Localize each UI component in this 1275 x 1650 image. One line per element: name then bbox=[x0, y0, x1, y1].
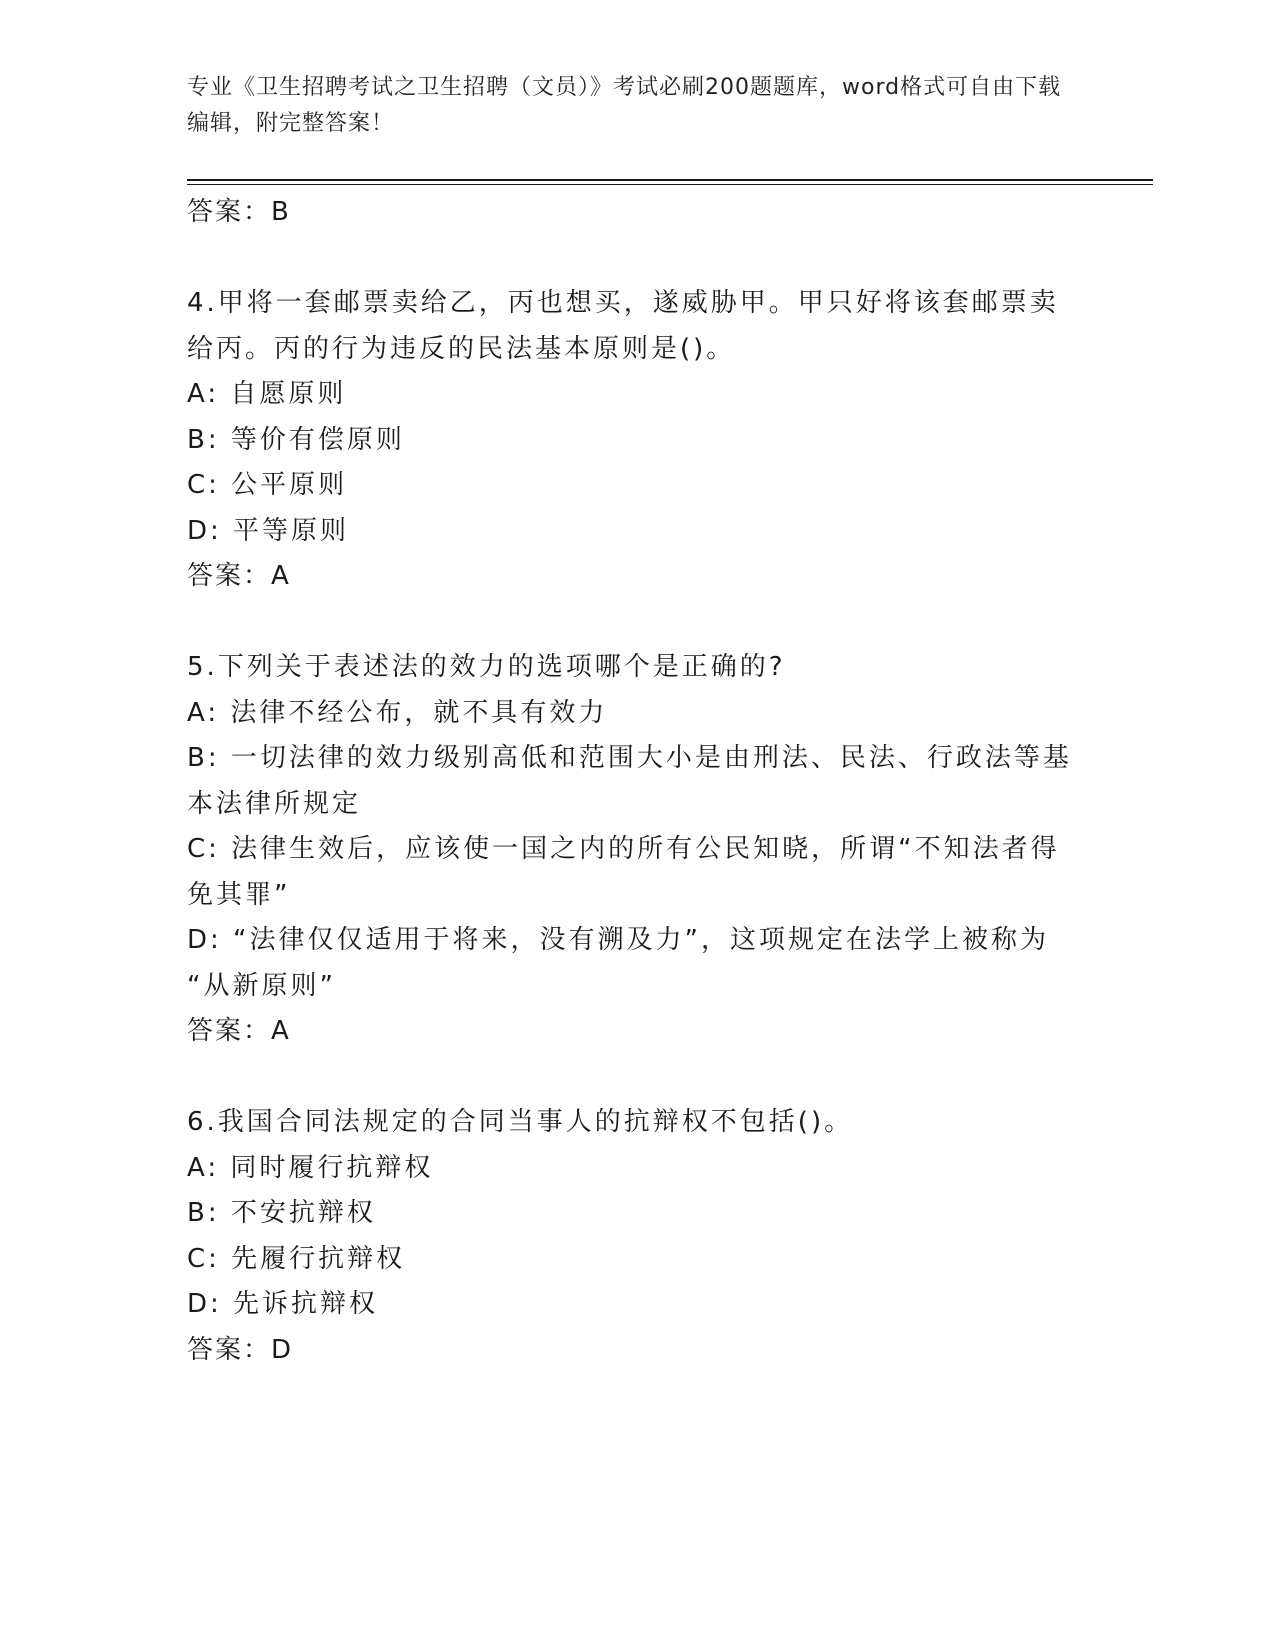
question-stem: 6.我国合同法规定的合同当事人的抗辩权不包括()。 bbox=[187, 1107, 854, 1137]
option-b-continued: 本法律所规定 bbox=[187, 788, 362, 819]
question-stem: 4.甲将一套邮票卖给乙，丙也想买，遂威胁甲。甲只好将该套邮票卖 bbox=[187, 288, 1059, 318]
option-b: B: 一切法律的效力级别高低和范围大小是由刑法、民法、行政法等基 bbox=[187, 743, 1072, 773]
option-c: C: 公平原则 bbox=[187, 470, 348, 500]
option-d: D: “法律仅仅适用于将来，没有溯及力”，这项规定在法学上被称为 bbox=[187, 925, 1049, 955]
question-6 bbox=[187, 1100, 1087, 1373]
page-header-text: 专业《卫生招聘考试之卫生招聘（文员）》考试必刷200题题库，word格式可自由下载编辑，附完整答案！ bbox=[187, 75, 1062, 136]
option-a: A: 法律不经公布，就不具有效力 bbox=[187, 697, 608, 728]
option-a: A: 自愿原则 bbox=[187, 379, 347, 409]
option-c-continued: 免其罪” bbox=[187, 879, 291, 910]
spacer bbox=[187, 1055, 1087, 1101]
option-c: C: 先履行抗辩权 bbox=[187, 1243, 406, 1274]
header-divider-thin bbox=[187, 184, 1153, 185]
option-d: D: 平等原则 bbox=[187, 515, 350, 546]
option-c: C: 法律生效后，应该使一国之内的所有公民知晓，所谓“不知法者得 bbox=[187, 834, 1060, 864]
answer-line: 答案：A bbox=[187, 1016, 291, 1046]
question-5 bbox=[187, 645, 1087, 1055]
question-stem: 给丙。丙的行为违反的民法基本原则是()。 bbox=[187, 333, 736, 364]
option-b: B: 等价有偿原则 bbox=[187, 424, 405, 455]
question-4 bbox=[187, 281, 1087, 600]
answer-line: 答案：D bbox=[187, 1334, 294, 1365]
previous-answer: 答案：B bbox=[187, 197, 291, 227]
question-content bbox=[187, 190, 1087, 1373]
spacer bbox=[187, 600, 1087, 646]
answer-line: 答案：A bbox=[187, 561, 291, 591]
spacer bbox=[187, 236, 1087, 282]
option-d: D: 先诉抗辩权 bbox=[187, 1289, 379, 1319]
option-a: A: 同时履行抗辩权 bbox=[187, 1152, 434, 1183]
option-d-continued: “从新原则” bbox=[187, 970, 336, 1001]
header-divider-thick bbox=[187, 179, 1153, 181]
question-stem: 5.下列关于表述法的效力的选项哪个是正确的? bbox=[187, 652, 786, 682]
option-b: B: 不安抗辩权 bbox=[187, 1198, 376, 1228]
